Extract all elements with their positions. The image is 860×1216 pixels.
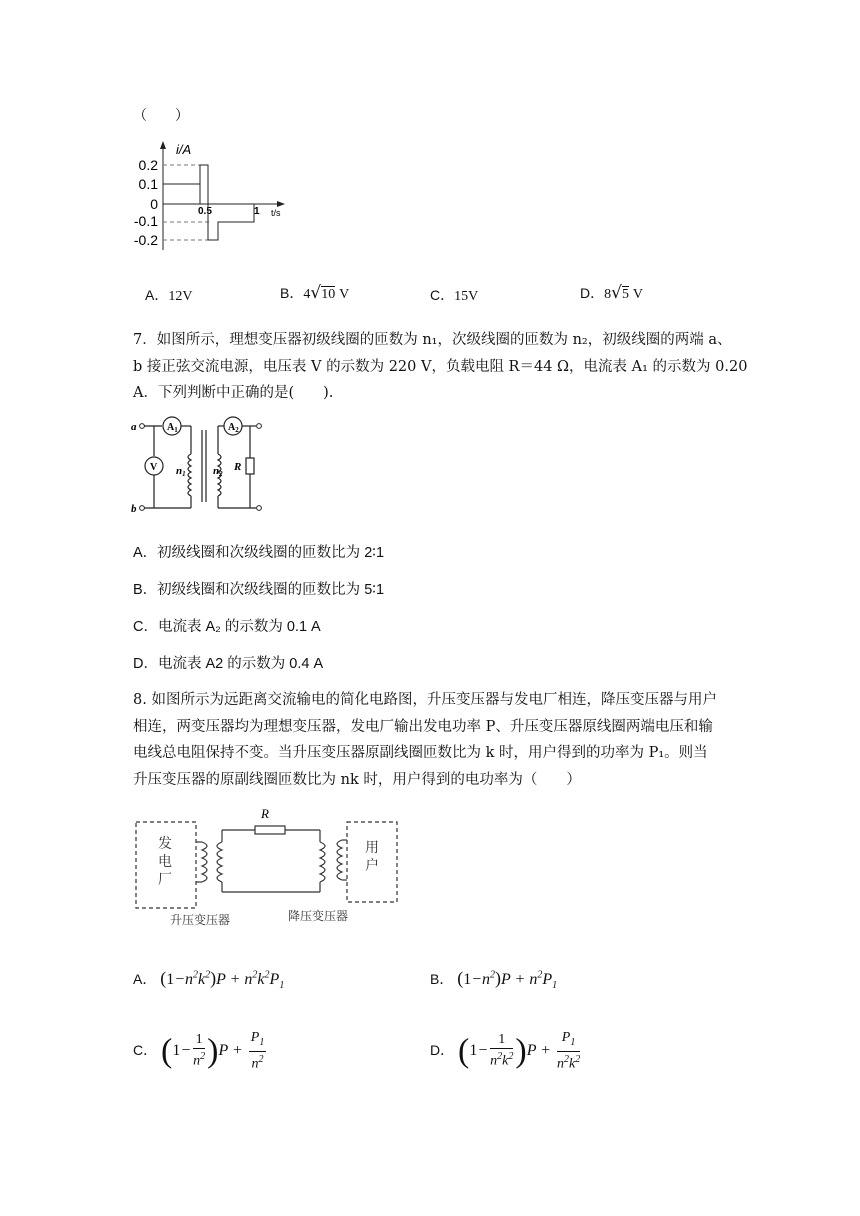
option-label: C． [430,287,455,303]
option-label: B． [280,285,304,301]
ammeter-a2-label: $A_2$ [228,422,239,434]
q8-option-c[interactable] [133,1030,268,1072]
q8-line-3: 电线总电阻保持不变。当升压变压器原副线圈匝数比为 k 时，用户得到的功率为 P₁。则当 [133,745,708,761]
option-b-formula: $(1-n^2)P + n^2P_1$ [457,968,558,992]
q8-option-b[interactable] [430,968,557,991]
option-value: 12V [168,289,193,304]
y-tick: 0 [150,196,158,212]
option-b[interactable] [280,283,349,303]
option-label: A． [145,287,169,303]
sqrt-icon: √ [310,283,322,303]
terminal-a-label: a [131,421,137,433]
power-transmission-diagram [130,800,405,930]
plant-label-char: 发 [158,836,172,852]
n1-label: n1 [176,465,186,478]
option-c-formula: (1− $\frac{1}{n^2}$ )P + $\frac{P_1}{n^2}$ [161,1030,265,1072]
coef: 8 [604,287,612,302]
q7-option-a[interactable]: A．初级线圈和次级线圈的匝数比为 2∶1 [133,545,385,561]
q7-line-1: 7．如图所示，理想变压器初级线圈的匝数为 n₁，次级线圈的匝数为 n₂，初级线圈的两端 a、 [133,332,732,348]
q8-line-1: 8. 如图所示为远距离交流输电的简化电路图，升压变压器与发电厂相连，降压变压器与用户 [133,692,717,708]
y-tick: -0.2 [133,232,158,248]
option-label: A． [133,971,157,987]
y-tick: 0.1 [138,176,158,192]
option-d[interactable] [580,283,643,303]
user-label-char: 户 [365,858,379,874]
current-time-graph [130,138,300,253]
terminal-b-label: b [131,503,137,515]
answer-paren: （ ） [133,108,189,124]
option-value: 15V [454,289,479,304]
option-label: C． [133,1041,158,1058]
x-tick: 1 [254,206,260,217]
n2-label: n2 [213,465,223,478]
y-tick: -0.1 [133,213,158,229]
q7-option-b[interactable]: B．初级线圈和次级线圈的匝数比为 5∶1 [133,582,385,598]
q7-option-d[interactable]: D．电流表 A2 的示数为 0.4 A [133,656,324,672]
line-resistor-label: R [261,806,269,821]
q8-option-d[interactable] [430,1030,582,1072]
coef: 4 [303,287,311,302]
q8-option-a[interactable] [133,968,284,991]
q8-line-4: 升压变压器的原副线圈匝数比为 nk 时，用户得到的电功率为（ ） [133,772,581,788]
option-label: D． [430,1041,455,1058]
voltmeter-label: V [150,462,158,473]
option-c[interactable] [430,285,478,305]
y-tick: 0.2 [138,157,158,173]
option-a-formula: $(1-n^2k^2)P + n^2k^2P_1$ [160,968,285,992]
plant-label-char: 厂 [158,872,172,888]
x-axis-label: t/s [271,208,281,218]
option-d-formula: (1− $\frac{1}{n^2k^2}$ )P + $\frac{P_1}{n^2k^2}$ [458,1030,581,1072]
option-a[interactable] [145,285,192,305]
plant-label-char: 电 [158,854,172,870]
q8-line-2: 相连，两变压器均为理想变压器，发电厂输出发电功率 P、升压变压器原线圈两端电压和输 [133,719,713,735]
q7-line-3: A．下列判断中正确的是( ). [133,385,334,401]
ammeter-a1-label: $A_1$ [167,422,178,434]
sqrt-icon: √ [611,283,622,303]
radicand: 10 [321,287,336,302]
transformer-circuit-diagram [128,412,278,517]
unit: V [632,287,643,302]
q7-option-c[interactable]: C．电流表 A₂ 的示数为 0.1 A [133,619,321,635]
y-axis-label: i/A [176,142,192,157]
radicand: 5 [621,287,629,302]
q7-line-2: b 接正弦交流电源，电压表 V 的示数为 220 V，负载电阻 R＝44 Ω，电流表 A₁ 的示数为 0.20 [133,359,748,375]
resistor-label: R [234,461,242,473]
step-down-transformer-label: 降压变压器 [288,909,349,923]
x-tick: 0.5 [198,206,212,217]
option-label: B． [430,971,454,987]
option-label: D． [580,285,605,301]
unit: V [339,287,350,302]
user-label-char: 用 [365,840,379,856]
step-up-transformer-label: 升压变压器 [170,913,231,927]
